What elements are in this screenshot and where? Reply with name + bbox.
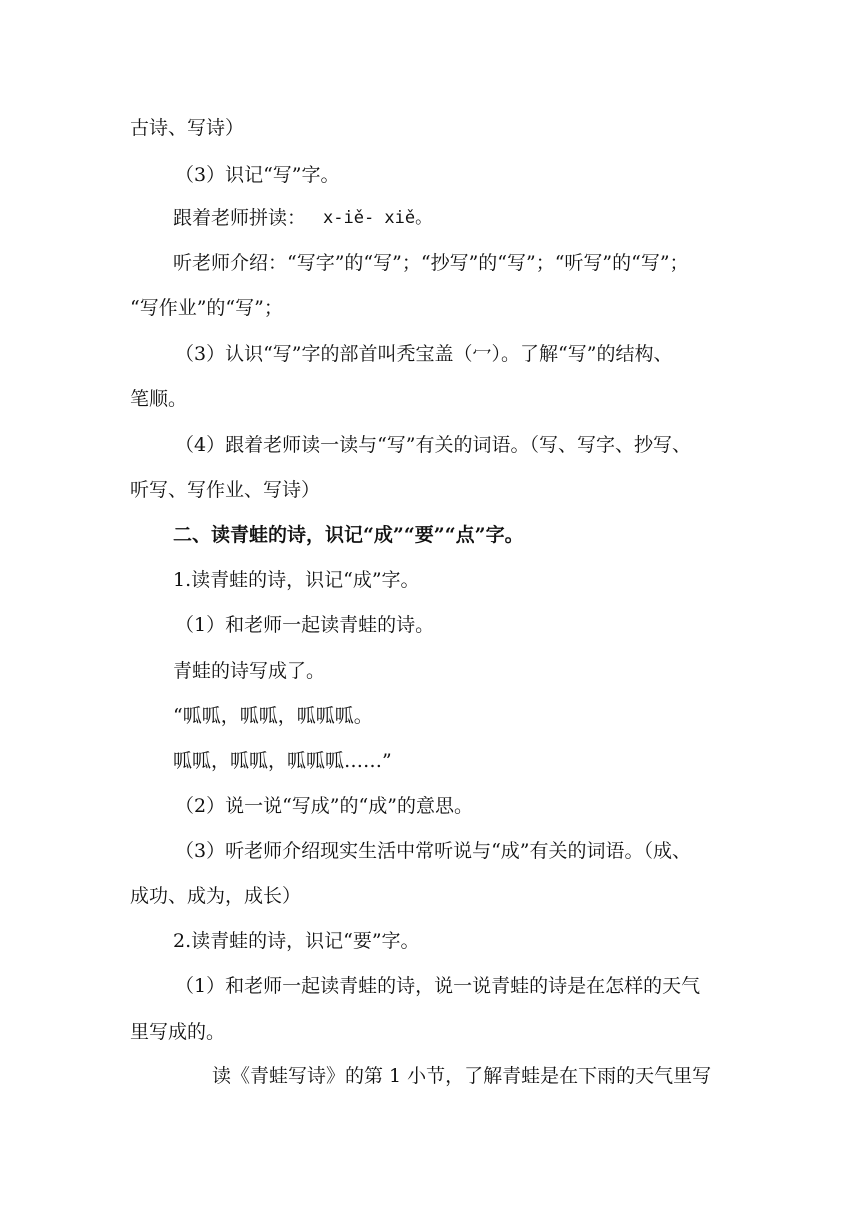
text-line: 读《青蛙写诗》的第 1 小节，了解青蛙是在下雨的天气里写: [212, 1065, 712, 1087]
text-line: 成功、成为，成长）: [130, 885, 302, 907]
text-line: 跟着老师拼读：: [173, 207, 307, 229]
text-line: 听写、写作业、写诗）: [130, 479, 321, 501]
text-line: 听老师介绍：“写字”的“写”；“抄写”的“写”；“听写”的“写”；: [173, 252, 689, 274]
text-line: 青蛙的诗写成了。: [173, 660, 326, 682]
subsection-heading: 2.读青蛙的诗，识记“要”字。: [173, 930, 420, 952]
text-line: （3）认识“写”字的部首叫秃宝盖（冖）。了解“写”的结构、: [175, 343, 673, 365]
section-heading: 二、读青蛙的诗，识记“成”“要”“点”字。: [173, 524, 524, 546]
subsection-heading: 1.读青蛙的诗，识记“成”字。: [173, 569, 420, 591]
text-line: （2）说一说“写成”的“成”的意思。: [175, 795, 473, 817]
text-line: （3）识记“写”字。: [175, 164, 340, 186]
text-line: 古诗、写诗）: [130, 117, 245, 139]
text-line: “写作业”的“写”；: [130, 297, 283, 319]
text-line: 里写成的。: [130, 1021, 226, 1043]
pinyin-text: x-iě- xiě。: [323, 208, 433, 228]
text-line: （3）听老师介绍现实生活中常听说与“成”有关的词语。（成、: [175, 840, 692, 862]
poem-line: 呱呱，呱呱，呱呱呱……”: [173, 750, 392, 772]
text-line: （1）和老师一起读青蛙的诗。: [175, 614, 435, 636]
text-line: 笔顺。: [130, 388, 188, 410]
poem-line: “呱呱，呱呱，呱呱呱。: [173, 705, 373, 727]
text-line: （4）跟着老师读一读与“写”有关的词语。（写、写字、抄写、: [175, 434, 692, 456]
text-line: （1）和老师一起读青蛙的诗，说一说青蛙的诗是在怎样的天气: [175, 975, 701, 997]
